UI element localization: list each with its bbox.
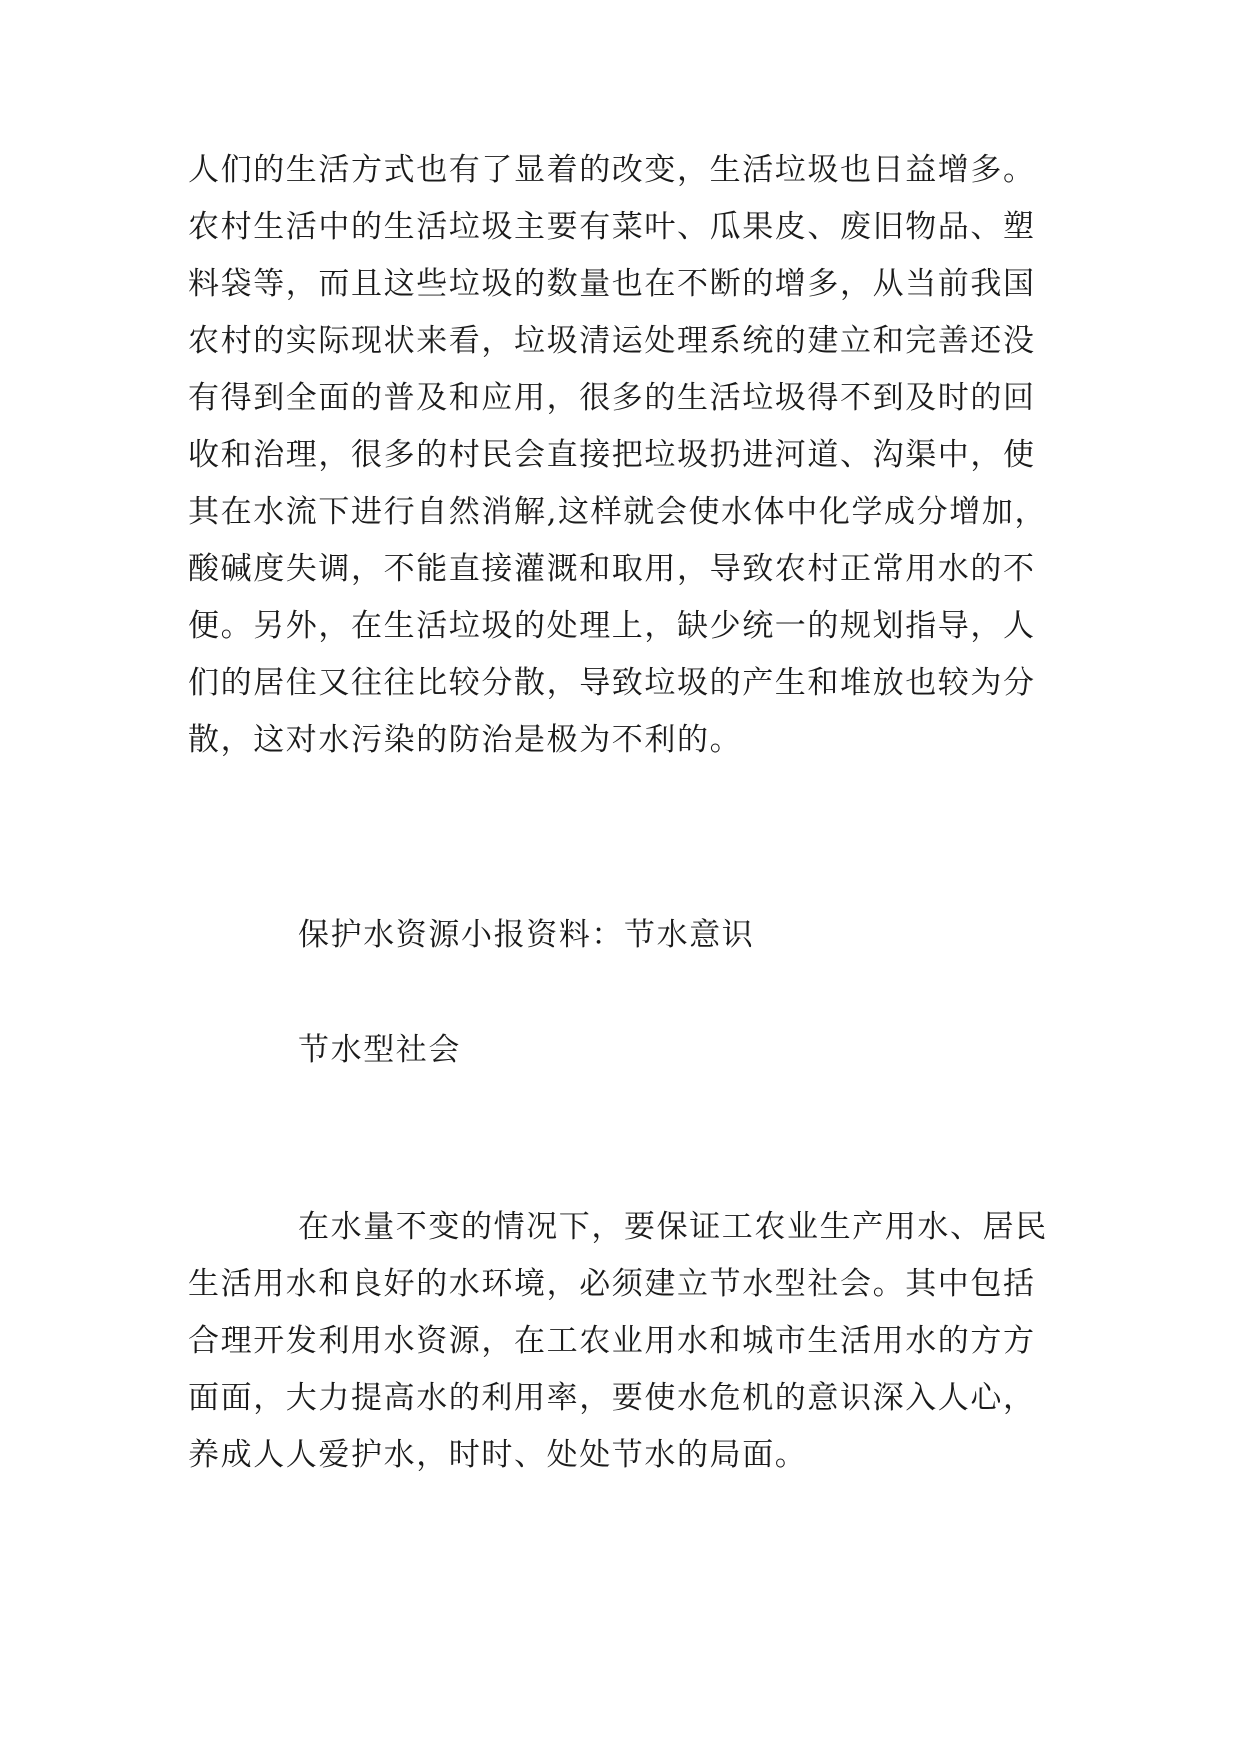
paragraph-line: 生活用水和良好的水环境，必须建立节水型社会。其中包括 <box>188 1266 1036 1302</box>
paragraph-line: 农村生活中的生活垃圾主要有菜叶、瓜果皮、废旧物品、塑 <box>188 209 1036 245</box>
paragraph-line: 散，这对水污染的防治是极为不利的。 <box>188 722 743 758</box>
paragraph-line: 养成人人爱护水，时时、处处节水的局面。 <box>188 1437 808 1473</box>
paragraph-line: 合理开发利用水资源，在工农业用水和城市生活用水的方方 <box>188 1323 1036 1359</box>
paragraph-line: 料袋等，而且这些垃圾的数量也在不断的增多，从当前我国 <box>188 266 1036 302</box>
paragraph-line: 收和治理，很多的村民会直接把垃圾扔进河道、沟渠中，使 <box>188 437 1036 473</box>
paragraph-line: 便。另外，在生活垃圾的处理上，缺少统一的规划指导，人 <box>188 608 1036 644</box>
paragraph-line: 人们的生活方式也有了显着的改变，生活垃圾也日益增多。 <box>188 152 1036 188</box>
paragraph-line: 们的居住又往往比较分散，导致垃圾的产生和堆放也较为分 <box>188 665 1036 701</box>
paragraph-line: 酸碱度失调，不能直接灌溉和取用，导致农村正常用水的不 <box>188 551 1036 587</box>
paragraph-line: 其在水流下进行自然消解,这样就会使水体中化学成分增加， <box>188 494 1048 530</box>
paragraph-line: 在水量不变的情况下，要保证工农业生产用水、居民 <box>298 1209 1048 1245</box>
subsection-heading: 节水型社会 <box>298 1032 461 1068</box>
paragraph-line: 有得到全面的普及和应用，很多的生活垃圾得不到及时的回 <box>188 380 1036 416</box>
paragraph-line: 农村的实际现状来看，垃圾清运处理系统的建立和完善还没 <box>188 323 1036 359</box>
section-heading: 保护水资源小报资料：节水意识 <box>298 917 755 953</box>
paragraph-line: 面面，大力提高水的利用率，要使水危机的意识深入人心， <box>188 1380 1036 1416</box>
